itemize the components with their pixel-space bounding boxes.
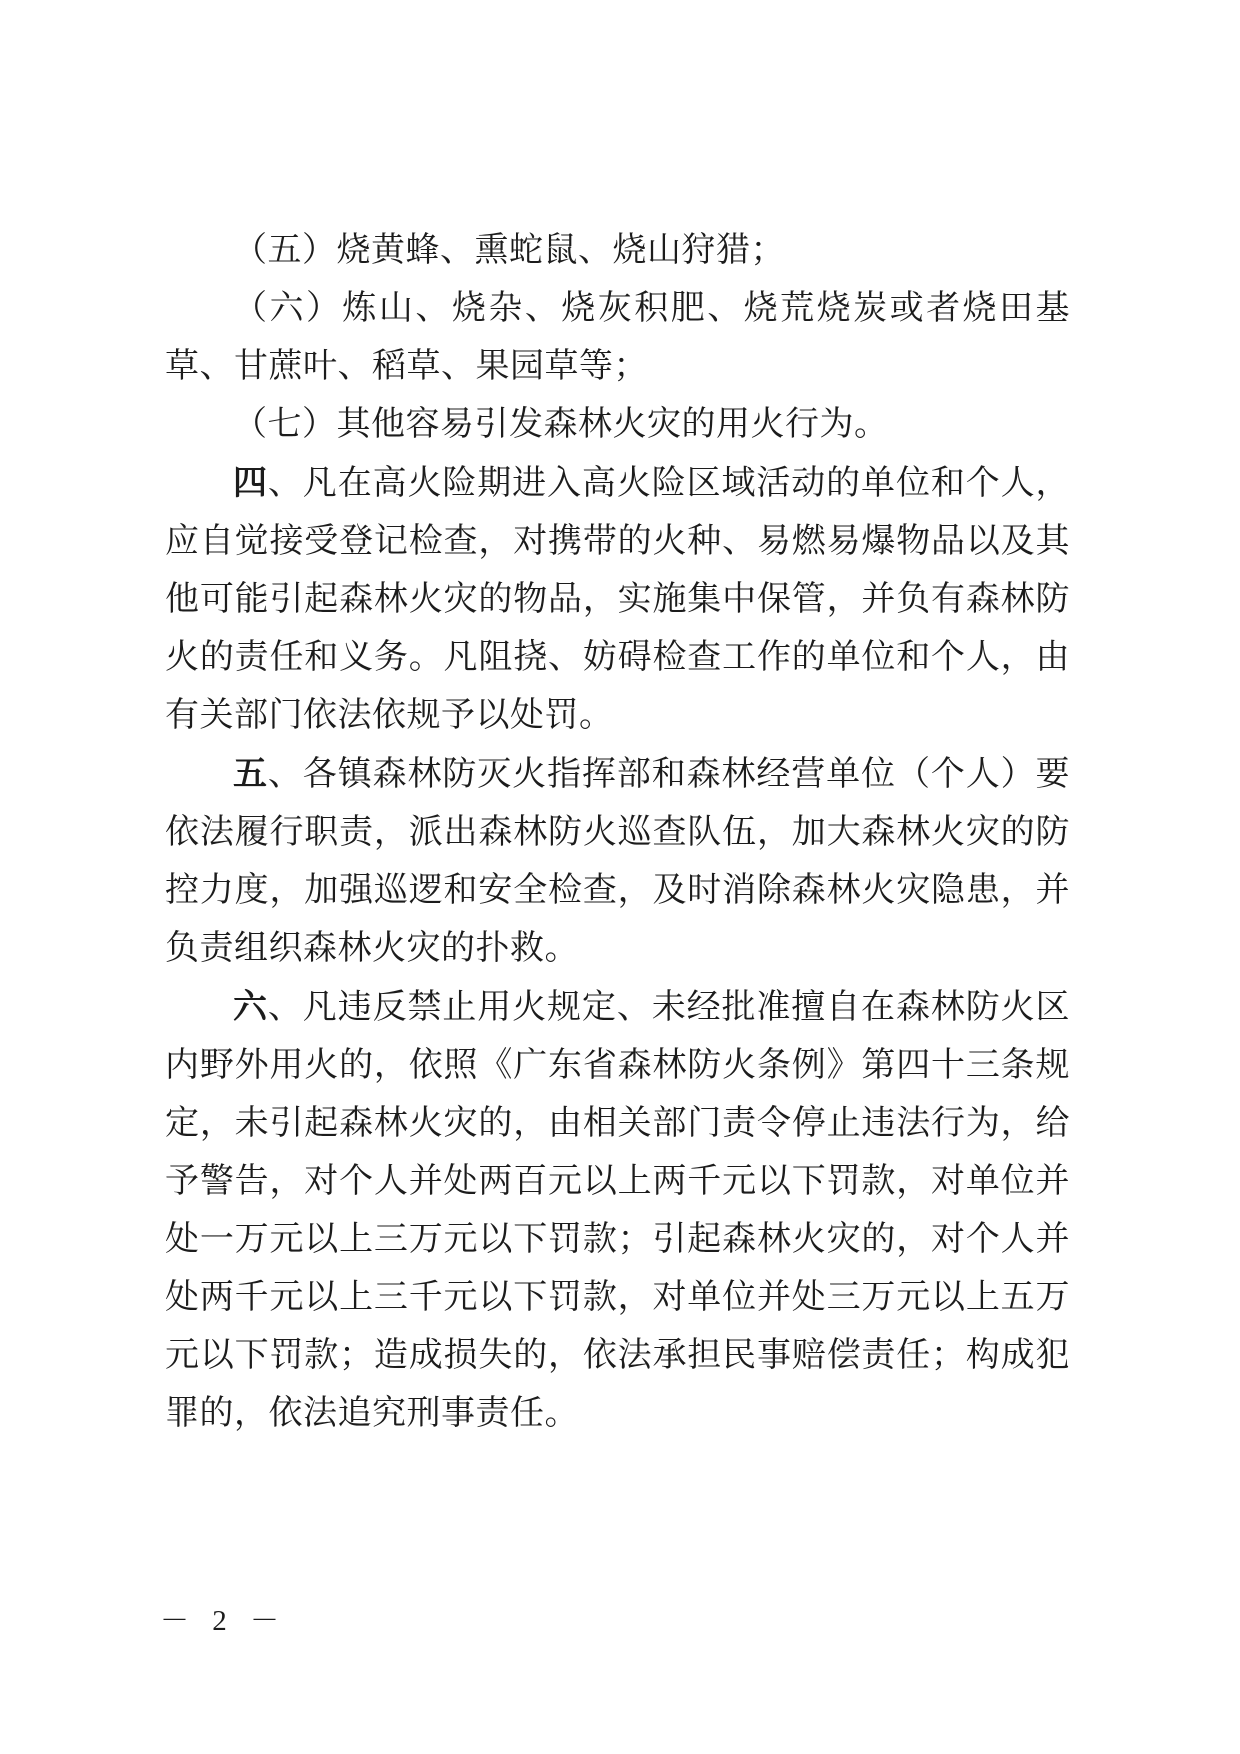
paragraph-section-number: 六 [233,988,268,1026]
paragraph: 六、凡违反禁止用火规定、未经批准擅自在森林防火区内野外用火的，依照《广东省森林防火条例》第四十三条规定，未引起森林火灾的，由相关部门责令停止违法行为，给予警告，对个人并处两百元以上两千元以下罚款，对单位并处一万元以上三万元以下罚款；引起森林火灾的，对个人并处两千元以上三千元以下罚款，对单位并处三万元以上五万元以下罚款；造成损失的，依法承担民事赔偿责任；构成犯罪的，依法追究刑事责任。 [165,988,1071,1432]
paragraph: （七）其他容易引发森林火灾的用火行为。 [233,406,889,443]
paragraph: 四、凡在高火险期进入高火险区域活动的单位和个人，应自觉接受登记检查，对携带的火种、易燃易爆物品以及其他可能引起森林火灾的物品，实施集中保管，并负有森林防火的责任和义务。凡阻挠、妨碍检查工作的单位和个人，由有关部门依法依规予以处罚。 [165,464,1071,734]
paragraph-section-number: 四 [233,464,268,502]
paragraph: （六）炼山、烧杂、烧灰积肥、烧荒烧炭或者烧田基草、甘蔗叶、稻草、果园草等； [165,290,1070,385]
paragraph: 五、各镇森林防灭火指挥部和森林经营单位（个人）要依法履行职责，派出森林防火巡查队伍，加大森林火灾的防控力度，加强巡逻和安全检查，及时消除森林火灾隐患，并负责组织森林火灾的扑救。 [165,755,1071,967]
document-body [165,222,1070,1443]
paragraph: （五）烧黄蜂、熏蛇鼠、烧山狩猎； [233,232,785,269]
paragraph-section-number: 五 [233,755,268,793]
page-number: － 2 － [160,1605,288,1637]
